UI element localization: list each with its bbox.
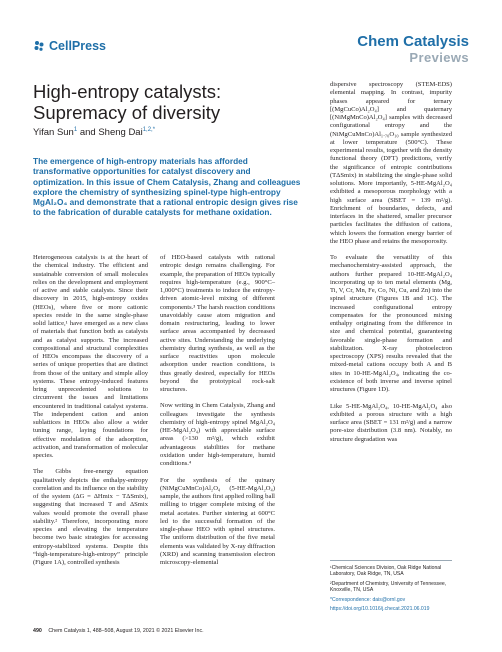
body-paragraph: Heterogeneous catalysis is at the heart of the chemical industry. The efficient and sustainable conversion of small molecules relies on the development and employment of active and stable catalysts. Since their discovery in 2015, high-entropy oxides (HEOs), where five or more cationic species reside in the same single-phase solid lattice,¹ have emerged as a new class of materials that function both as catalysts and as catalyst supports. The increased compositional and structural complexities of HEOs encompass the discovery of a series of unique properties that are distinct from those of the unitary and simple alloy systems. These entropy-induced features bring unprecedented solutions to circumvent the issues and limitations encountered in traditional catalyst systems. The independent cation and anion sublattices in HEOs also allow a wider tuning range, laying foundations for effective modulation of the adsorption, activation, and transformation of molecular species. (33, 254, 148, 459)
body-paragraph: dispersive spectroscopy (STEM-EDS) elemental mapping. In contrast, impurity phases appeared for ternary [(MgCuCo)Al₂O₄] and quaternary [(NiMgMnCo)Al₂O₄] samples with decreased configurational entropy and the (NiMgCuMnCo)Al₁.₇₀O₁₀ sample synthesized at lower temperature (500°C). These experimental results, together with the density functional theory (DFT) predictions, verify the significance of entropic contributions (TΔSmix) in stabilizing the single-phase solid solutions. More importantly, 5-HE-MgAl₂O₄ exhibited a mesoporous morphology with a high surface area (SBET = 139 m²/g). Enrichment of boundaries, defects, and interfaces in the shattered, smaller precursor particles facilitates the diffusion of cations, which lowers the formation energy barrier of the HEO phase and retains the mesoporosity. (330, 81, 452, 245)
body-paragraph: of HEO-based catalysts with rational entropic design remains challenging. For example, the preparation of HEOs typically requires high-temperature (e.g., 900°C–1,000°C) treatments to induce the entropy-driven atomic-level mixing of different components.³ The harsh reaction conditions unavoidably cause atom migration and domain restructuring, leading to lower surface areas accompanied by decreased active sites. Understanding the underlying chemistry during synthesis, as well as the surface reactivities upon molecule adsorption under reaction conditions, is thus greatly desired, especially for HEOs beyond the prototypical rock-salt structures. (160, 254, 275, 393)
author-name: Yifan Sun (33, 127, 74, 139)
correspondence-email[interactable]: *Correspondence: dais@ornl.gov (330, 596, 406, 603)
publisher-logo[interactable] (33, 39, 106, 53)
body-column-2 (160, 254, 275, 567)
body-paragraph: Now writing in Chem Catalysis, Zhang and colleagues investigate the synthesis chemistry of high-entropy spinel MgAl₂O₄ (HE-MgAl₂O₄) with appreciable surface areas (>130 m²/g), which exhibit advantageous stabilities for methane oxidation under high-temperature, humid conditions.⁴ (160, 402, 275, 468)
section-label: Previews (409, 50, 469, 65)
affiliation-marker[interactable]: 1 (73, 127, 78, 133)
page-footer (33, 628, 204, 634)
cellpress-logo-icon (33, 40, 45, 52)
affiliation-marker[interactable]: 1,2,* (142, 127, 156, 133)
author-name: Sheng Dai (98, 127, 143, 139)
page-number: 490 (33, 628, 42, 634)
body-paragraph: For the synthesis of the quinary (NiMgCuMnCo)Al₂O₄ (5-HE-MgAl₂O₄) sample, the authors first applied rolling ball milling to trigger complete mixing of the metal acetates. Further sintering at 600°C led to the successful formation of the single-phase HEO with spinel structures. The uniform distribution of the five metal elements was validated by X-ray diffraction (XRD) and scanning transmission electron microscopy-elemental (160, 476, 275, 567)
citation-line: Chem Catalysis 1, 488–508, August 19, 2021 © 2021 Elsevier Inc. (48, 628, 204, 634)
body-column-3 (330, 81, 452, 444)
article-title: High-entropy catalysts: Supremacy of diversity (33, 81, 222, 123)
publisher-name: CellPress (49, 39, 106, 53)
article-summary: The emergence of high-entropy materials has afforded transformative opportunities for catalyst discovery and optimization. In this issue of Chem Catalysis, Zhang and colleagues explore the chemistry of synthesizing spinel-type high-entropy MgAl₂O₄ and demonstrate that a rational entropic design gives rise to the fabrication of durable catalysts for methane oxidation. (33, 156, 301, 218)
body-paragraph: Like 5-HE-MgAl₂O₄, 10-HE-MgAl₂O₄ also exhibited a porous structure with a high surface area (SBET = 131 m²/g) and a narrow pore-size distribution (3.8 nm). Notably, no structure degradation was (330, 402, 452, 443)
affiliation-footnote: ¹Chemical Sciences Division, Oak Ridge National Laboratory, Oak Ridge, TN, USA (330, 565, 442, 578)
body-paragraph: To evaluate the versatility of this mechanochemistry-assisted approach, the authors further prepared 10-HE-MgAl₂O₄ incorporating up to ten metal elements (Mg, Ti, V, Cr, Mn, Fe, Co, Ni, Cu, and Zn) into the spinel structure (Figures 1B and 1C). The increased configurational entropy compensates for the pronounced mixing enthalpy originating from the difference in size and chemical potential, guaranteeing favorable single-phase formation and stabilization. X-ray photoelectron spectroscopy (XPS) results revealed that the mixed-metal cations occupy both A and B sites in 10-HE-MgAl₂O₄, indicating the co-existence of both inverse and inverse spinel structures (Figure 1D). (330, 254, 452, 394)
body-column-1 (33, 254, 148, 567)
body-paragraph: The Gibbs free-energy equation qualitatively depicts the enthalpy-entropy correlation and its influence on the stability of the system (ΔG = ΔHmix − TΔSmix), suggesting that increased T and ΔSmix values would promote the overall phase stability.² Therefore, incorporating more species and elevating the temperature become two basic strategies for accessing entropy-stabilized systems. Despite this “high-temperature-high-entropy” principle (Figure 1A), controlled synthesis (33, 468, 148, 567)
footnotes (330, 560, 452, 612)
journal-header (357, 33, 469, 65)
doi-link[interactable]: https://doi.org/10.1016/j.checat.2021.06.019 (330, 606, 430, 613)
affiliation-footnote: ²Department of Chemistry, University of Tennessee, Knoxville, TN, USA (330, 580, 447, 594)
author-separator: and (77, 127, 99, 139)
journal-title[interactable]: Chem Catalysis (357, 33, 469, 50)
author-list (33, 127, 155, 138)
